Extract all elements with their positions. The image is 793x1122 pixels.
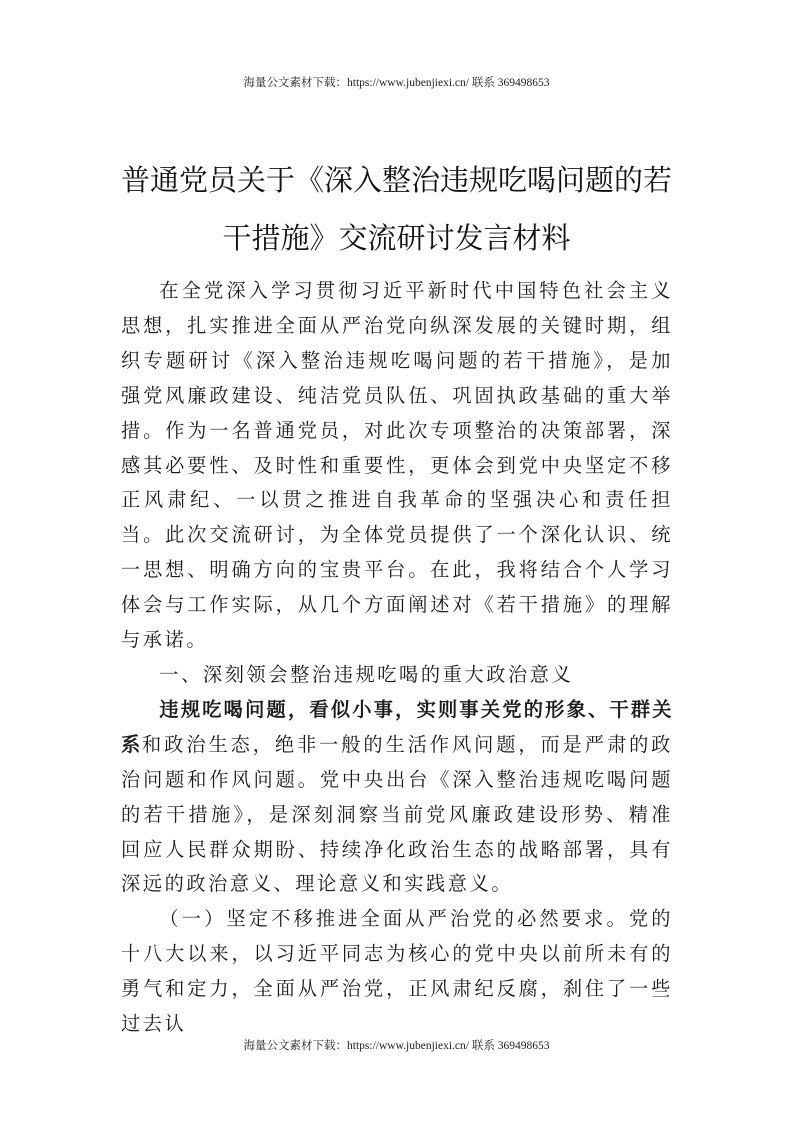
- document-title: 普通党员关于《深入整治违规吃喝问题的若干措施》交流研讨发言材料: [120, 163, 672, 256]
- section-1-paragraph: [121, 693, 673, 902]
- intro-paragraph: 在全党深入学习贯彻习近平新时代中国特色社会主义思想，扎实推进全面从严治党向纵深发展的关键时期，组织专题研讨《深入整治违规吃喝问题的若干措施》，是加强党风廉政建设、纯洁党员队伍、巩固执政基础的重大举措。作为一名普通党员，对此次专项整治的决策部署，深感其必要性、及时性和重要性，更体会到党中央坚定不移正风肃纪、一以贯之推进自我革命的坚强决心和责任担当。此次交流研讨，为全体党员提供了一个深化认识、统一思想、明确方向的宝贵平台。在此，我将结合个人学习体会与工作实际，从几个方面阐述对《若干措施》的理解与承诺。: [121, 279, 673, 652]
- section-heading-1: 一、深刻领会整治违规吃喝的重大政治意义: [159, 662, 574, 686]
- page-header: 海量公文素材下载：https://www.jubenjiexi.cn/ 联系 369498653: [243, 77, 550, 89]
- page-footer: 海量公文素材下载：https://www.jubenjiexi.cn/ 联系 369498653: [243, 1040, 550, 1052]
- subsection-1-paragraph: （一）坚定不移推进全面从严治党的必然要求。党的十八大以来，以习近平同志为核心的党中央以前所未有的勇气和定力，全面从严治党，正风肃纪反腐，刹住了一些过去认: [121, 907, 673, 1036]
- document-body: [121, 274, 673, 1042]
- paragraph-text: 和政治生态，绝非一般的生活作风问题，而是严肃的政治问题和作风问题。党中央出台《深入整治违规吃喝问题的若干措施》，是深刻洞察当前党风廉政建设形势、精准回应人民群众期盼、持续净化政治生态的战略部署，具有深远的政治意义、理论意义和实践意义。: [121, 732, 674, 896]
- paragraph-lead-bold: 违规吃喝问题，看似小事，实则事关党的形象、干群关系: [121, 697, 673, 756]
